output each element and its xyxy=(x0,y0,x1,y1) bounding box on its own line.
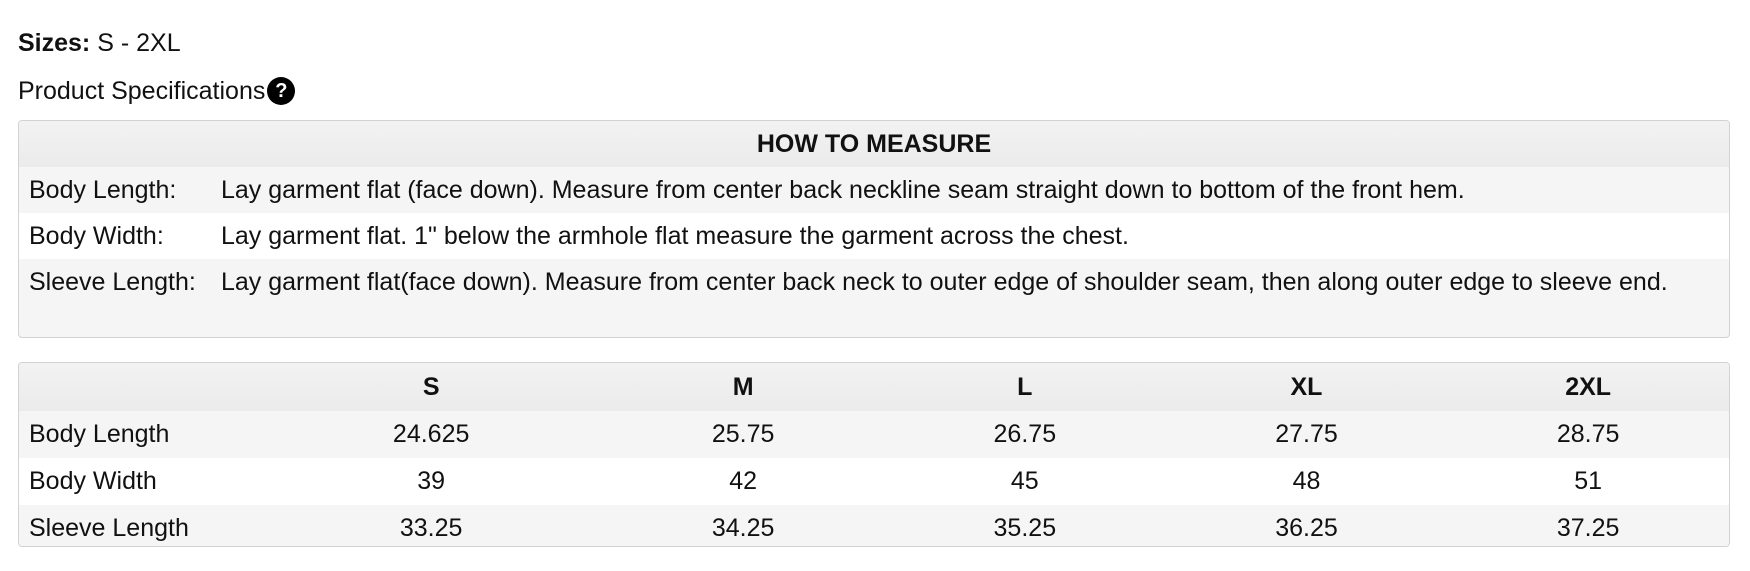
measure-instruction: Lay garment flat (face down). Measure from center back neckline seam straight down to bottom of the front hem. xyxy=(221,176,1465,204)
table-row xyxy=(19,458,1729,505)
table-cell: 24.625 xyxy=(260,411,602,458)
size-chart-header-row xyxy=(19,363,1729,411)
table-cell: 25.75 xyxy=(602,411,884,458)
measure-row-body-width xyxy=(19,213,1729,259)
table-cell: 35.25 xyxy=(884,505,1166,547)
table-cell: 27.75 xyxy=(1166,411,1448,458)
sizes-summary xyxy=(18,26,181,60)
sizes-value: S - 2XL xyxy=(97,29,181,57)
how-to-measure-header: HOW TO MEASURE xyxy=(19,121,1729,167)
product-specifications-heading xyxy=(18,74,295,108)
measure-label: Sleeve Length: xyxy=(29,268,196,296)
row-label: Body Length xyxy=(19,411,260,458)
table-cell: 45 xyxy=(884,458,1166,505)
row-label: Body Width xyxy=(19,458,260,505)
size-column-header: XL xyxy=(1166,363,1448,411)
measure-instruction: Lay garment flat(face down). Measure from center back neck to outer edge of shoulder seam, then along outer edge to sleeve end. xyxy=(221,268,1668,296)
table-row xyxy=(19,505,1729,547)
table-cell: 34.25 xyxy=(602,505,884,547)
size-chart-table xyxy=(18,362,1730,547)
size-column-header: M xyxy=(602,363,884,411)
table-cell: 48 xyxy=(1166,458,1448,505)
measure-row-sleeve-length xyxy=(19,259,1729,305)
table-cell: 42 xyxy=(602,458,884,505)
sizes-label: Sizes: xyxy=(18,29,91,57)
size-column-header: 2XL xyxy=(1447,363,1729,411)
measure-label: Body Length: xyxy=(29,176,177,204)
product-specifications-title: Product Specifications xyxy=(18,77,266,105)
table-cell: 33.25 xyxy=(260,505,602,547)
row-label: Sleeve Length xyxy=(19,505,260,547)
size-column-header: L xyxy=(884,363,1166,411)
size-column-header: S xyxy=(260,363,602,411)
question-circle-icon[interactable]: ? xyxy=(267,77,295,105)
table-cell: 37.25 xyxy=(1447,505,1729,547)
measure-label: Body Width: xyxy=(29,222,164,250)
table-cell: 39 xyxy=(260,458,602,505)
size-chart xyxy=(19,363,1729,547)
table-cell: 36.25 xyxy=(1166,505,1448,547)
table-row xyxy=(19,411,1729,458)
table-cell: 51 xyxy=(1447,458,1729,505)
table-cell: 28.75 xyxy=(1447,411,1729,458)
table-cell: 26.75 xyxy=(884,411,1166,458)
measure-instruction: Lay garment flat. 1" below the armhole flat measure the garment across the chest. xyxy=(221,222,1129,250)
size-column-header-blank xyxy=(19,363,260,411)
measure-row-body-length xyxy=(19,167,1729,213)
how-to-measure-table xyxy=(18,120,1730,338)
